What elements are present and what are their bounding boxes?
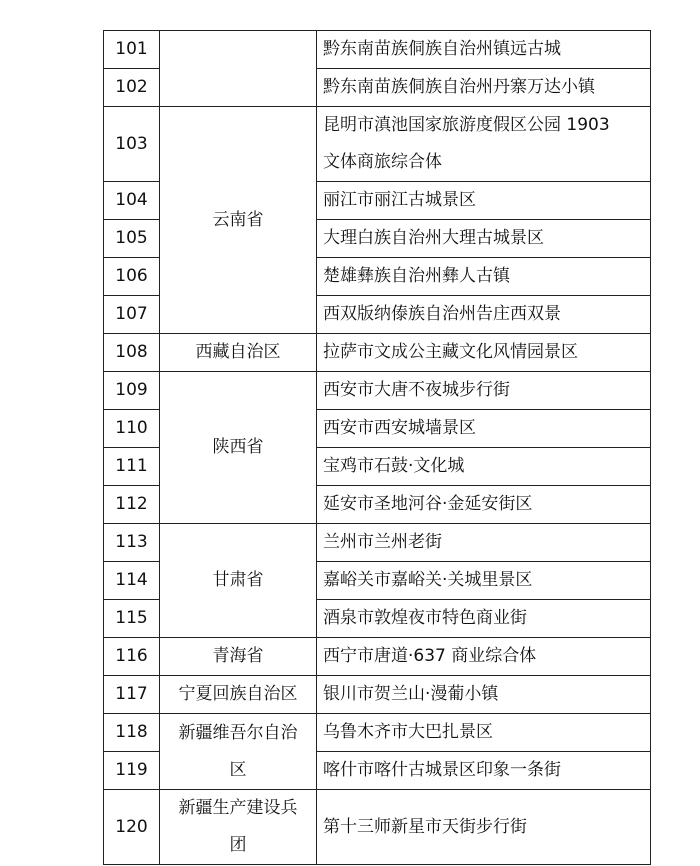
province-line: 新疆维吾尔自治 — [178, 722, 298, 743]
row-number: 101 — [104, 31, 160, 69]
attraction-name: 喀什市喀什古城景区印象一条街 — [317, 752, 651, 790]
attraction-name: 黔东南苗族侗族自治州丹寨万达小镇 — [317, 69, 651, 107]
table-row — [104, 334, 651, 372]
table-row — [104, 714, 651, 752]
row-number: 103 — [104, 107, 160, 182]
table-row — [104, 676, 651, 714]
attraction-name: 大理白族自治州大理古城景区 — [317, 220, 651, 258]
attraction-name: 西双版纳傣族自治州告庄西双景 — [317, 296, 651, 334]
row-number: 120 — [104, 790, 160, 865]
table-row — [104, 638, 651, 676]
row-number: 102 — [104, 69, 160, 107]
attraction-name: 西安市大唐不夜城步行街 — [317, 372, 651, 410]
row-number: 110 — [104, 410, 160, 448]
attraction-name: 第十三师新星市天街步行街 — [317, 790, 651, 865]
attractions-table — [103, 30, 651, 865]
attraction-name — [317, 107, 651, 182]
table-row — [104, 524, 651, 562]
table-row — [104, 790, 651, 865]
attraction-name: 乌鲁木齐市大巴扎景区 — [317, 714, 651, 752]
attraction-name: 黔东南苗族侗族自治州镇远古城 — [317, 31, 651, 69]
row-number: 113 — [104, 524, 160, 562]
province-cell — [160, 31, 317, 107]
attraction-name: 丽江市丽江古城景区 — [317, 182, 651, 220]
province-line: 团 — [229, 835, 247, 855]
attraction-name: 银川市贺兰山·漫葡小镇 — [317, 676, 651, 714]
attraction-name: 楚雄彝族自治州彝人古镇 — [317, 258, 651, 296]
row-number: 107 — [104, 296, 160, 334]
row-number: 104 — [104, 182, 160, 220]
row-number: 117 — [104, 676, 160, 714]
table-row — [104, 107, 651, 182]
province-cell: 青海省 — [160, 638, 317, 676]
province-line: 新疆生产建设兵 — [178, 798, 298, 818]
attraction-name: 西安市西安城墙景区 — [317, 410, 651, 448]
table-row — [104, 372, 651, 410]
row-number: 108 — [104, 334, 160, 372]
row-number: 118 — [104, 714, 160, 752]
attraction-name: 嘉峪关市嘉峪关·关城里景区 — [317, 562, 651, 600]
attraction-name: 西宁市唐道·637 商业综合体 — [317, 638, 651, 676]
row-number: 116 — [104, 638, 160, 676]
attraction-name: 兰州市兰州老街 — [317, 524, 651, 562]
province-cell: 西藏自治区 — [160, 334, 317, 372]
attraction-name-line: 昆明市滇池国家旅游度假区公园 1903 — [323, 115, 610, 135]
attraction-name: 酒泉市敦煌夜市特色商业街 — [317, 600, 651, 638]
row-number: 106 — [104, 258, 160, 296]
province-cell: 陕西省 — [160, 372, 317, 524]
province-cell: 云南省 — [160, 107, 317, 334]
row-number: 105 — [104, 220, 160, 258]
row-number: 112 — [104, 486, 160, 524]
row-number: 109 — [104, 372, 160, 410]
attraction-name-line: 文体商旅综合体 — [323, 152, 442, 172]
province-cell: 甘肃省 — [160, 524, 317, 638]
row-number: 115 — [104, 600, 160, 638]
province-cell — [160, 790, 317, 865]
row-number: 114 — [104, 562, 160, 600]
row-number: 111 — [104, 448, 160, 486]
attraction-name: 延安市圣地河谷·金延安街区 — [317, 486, 651, 524]
row-number: 119 — [104, 752, 160, 790]
table-row — [104, 31, 651, 69]
province-cell — [160, 714, 317, 790]
attraction-name: 宝鸡市石鼓·文化城 — [317, 448, 651, 486]
attraction-name: 拉萨市文成公主藏文化风情园景区 — [317, 334, 651, 372]
province-line: 区 — [229, 759, 247, 780]
province-cell: 宁夏回族自治区 — [160, 676, 317, 714]
